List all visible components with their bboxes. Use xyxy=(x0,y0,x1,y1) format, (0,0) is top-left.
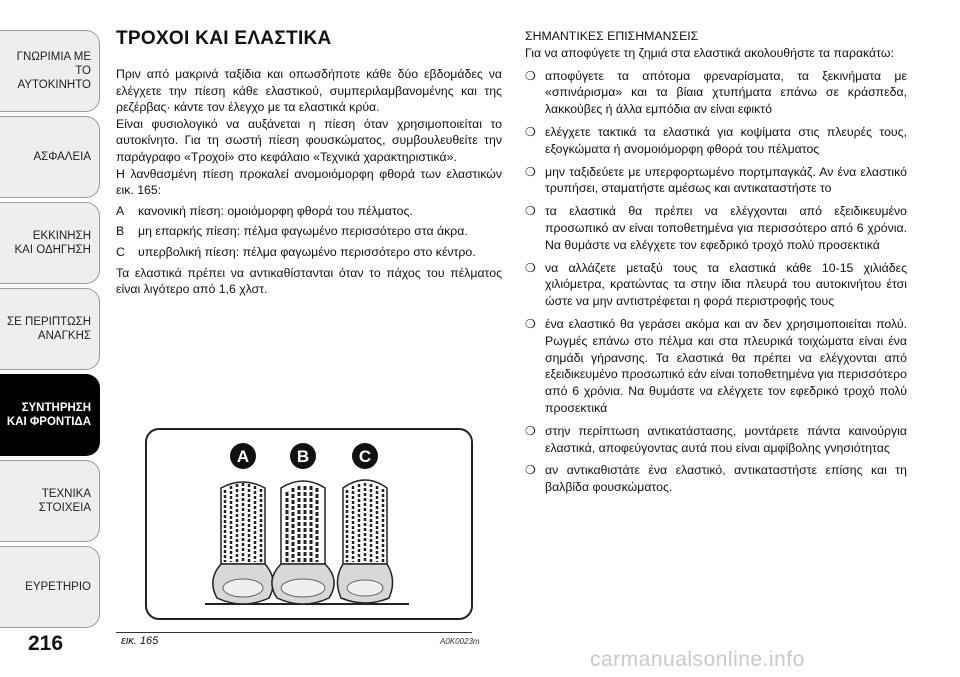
tire-wear-illustration xyxy=(147,430,471,618)
list-item-text: τα ελαστικά θα πρέπει να ελέγχονται από εξειδικευμένο προσωπικό αν είναι τοποθετημένα για περισσότερο από 6 χρόνια. Να θυμάστε να ελέγχετε τον εφεδρικό τροχό πολύ προσεκτικά xyxy=(545,204,907,252)
tab-index[interactable]: ΕΥΡΕΤΗΡΙΟ xyxy=(0,546,100,628)
bullet-circle-icon: ❍ xyxy=(525,463,536,478)
list-item xyxy=(525,423,907,457)
tire-c-icon xyxy=(337,480,392,603)
list-item xyxy=(525,124,907,158)
watermark: carmanualsonline.info xyxy=(590,648,805,671)
condition-item xyxy=(116,244,502,261)
figure-code: A0K0023m xyxy=(440,637,480,646)
tab-starting-driving[interactable]: ΕΚΚΙΝΗΣΗ ΚΑΙ ΟΔΗΓΗΣΗ xyxy=(0,202,100,284)
condition-item xyxy=(116,223,502,240)
condition-text: κανονική πίεση: ομοιόμορφη φθορά του πέλματος. xyxy=(138,203,413,218)
paragraph: Η λανθασμένη πίεση προκαλεί ανομοιόμορφη φθορά των ελαστικών εικ. 165: xyxy=(116,166,502,198)
condition-letter: A xyxy=(116,203,125,218)
paragraph: Τα ελαστικά πρέπει να αντικαθίστανται όταν το πάχος του πέλματος είναι λιγότερο από 1,6 χλστ. xyxy=(116,265,502,297)
tab-technical-data[interactable]: ΤΕΧΝΙΚΑ ΣΤΟΙΧΕΙΑ xyxy=(0,460,100,542)
tab-getting-to-know[interactable]: ΓΝΩΡΙΜΙΑ ΜΕ ΤΟ ΑΥΤΟΚΙΝΗΤΟ xyxy=(0,30,100,112)
right-column xyxy=(525,28,907,502)
tab-emergency[interactable]: ΣΕ ΠΕΡΙΠΤΩΣΗ ΑΝΑΓΚΗΣ xyxy=(0,288,100,370)
caption-divider xyxy=(116,632,472,633)
list-item xyxy=(525,164,907,198)
condition-text: υπερβολική πίεση: πέλμα φαγωμένο περισσότερο στο κέντρο. xyxy=(138,244,476,259)
list-item xyxy=(525,203,907,253)
list-item-text: στην περίπτωση αντικατάστασης, μοντάρετε πάντα καινούργια ελαστικά, αποφεύγοντας αυτά που είναι αμφίβολης γνησιότητας xyxy=(545,423,907,455)
bullet-circle-icon: ❍ xyxy=(525,164,536,179)
tab-safety[interactable]: ΑΣΦΑΛΕΙΑ xyxy=(0,116,100,198)
tire-wear-figure xyxy=(145,428,473,620)
list-item-text: ελέγχετε τακτικά τα ελαστικά για κοψίματα στις πλευρές τους, εξογκώματα ή ανομοιόμορφη φθορά του πέλματος xyxy=(545,124,907,156)
condition-letter: B xyxy=(116,224,125,239)
condition-item xyxy=(116,203,502,220)
label-c: C xyxy=(358,447,372,466)
list-item xyxy=(525,68,907,118)
bullet-circle-icon: ❍ xyxy=(525,68,536,83)
intro-text: Για να αποφύγετε τη ζημιά στα ελαστικά ακολουθήστε τα παρακάτω: xyxy=(525,45,894,60)
page-title: ΤΡΟΧΟΙ ΚΑΙ ΕΛΑΣΤΙΚΑ xyxy=(116,28,332,49)
condition-letter: C xyxy=(116,244,125,259)
bullet-circle-icon: ❍ xyxy=(525,260,536,275)
paragraph: Πριν από μακρινά ταξίδια και οπωσδήποτε κάθε δύο εβδομάδες να ελέγχετε την πίεση κάθε ελαστικού, συμπεριλαμβανομένης και της ρεζέρβας· κάντε τον έλεγχο με τα ελαστικά κρύα. xyxy=(116,67,502,115)
list-item-text: αν αντικαθιστάτε ένα ελαστικό, αντικαταστήστε επίσης και τη βαλβίδα φουσκώματος. xyxy=(545,463,907,495)
paragraph: Είναι φυσιολογικό να αυξάνεται η πίεση όταν χρησιμοποιείται το αυτοκίνητο. Για τη σωστή πίεση φουσκώματος, συμβουλευθείτε την παράγραφο «Τροχοί» στο κεφάλαιο «Τεχνικά χαρακτηριστικά». xyxy=(116,116,502,164)
list-item xyxy=(525,462,907,496)
tire-a-icon xyxy=(213,482,273,604)
bullet-circle-icon: ❍ xyxy=(525,204,536,219)
left-column xyxy=(116,66,502,298)
bullet-circle-icon: ❍ xyxy=(525,423,536,438)
list-item-text: αποφύγετε τα απότομα φρεναρίσματα, τα ξεκινήματα με «σπινάρισμα» και τα βίαια χτυπήματα επάνω σε κράσπεδα, λακκούβες ή άλλα εμπόδια αν είναι εφικτό xyxy=(545,68,907,117)
label-a: A xyxy=(236,447,250,466)
section-heading: ΣΗΜΑΝΤΙΚΕΣ ΕΠΙΣΗΜΑΝΣΕΙΣ xyxy=(525,29,699,43)
list-item xyxy=(525,316,907,417)
list-item-text: ένα ελαστικό θα γεράσει ακόμα και αν δεν χρησιμοποιείται πολύ. Ρωγμές επάνω στο πέλμα και στα πλευρικά τοιχώματα είναι ένα σημάδι γήρανσης. Τα ελαστικά θα πρέπει να ελέγχονται από εξειδικευμένο προσωπικό εάν είναι τοποθετημένα για περισσότερο από 6 χρόνια. Να θυμάστε να ελέγχετε τον εφεδρικό τροχό πολύ προσεκτικά xyxy=(545,316,907,415)
page-number: 216 xyxy=(28,632,64,655)
tab-maintenance[interactable]: ΣΥΝΤΗΡΗΣΗ ΚΑΙ ΦΡΟΝΤΙΔΑ xyxy=(0,374,100,456)
list-item xyxy=(525,260,907,310)
figure-caption: εικ. 165 xyxy=(121,635,159,647)
bullet-circle-icon: ❍ xyxy=(525,316,536,331)
bullet-circle-icon: ❍ xyxy=(525,124,536,139)
list-item-text: μην ταξιδεύετε με υπερφορτωμένο πορτμπαγκάζ. Αν ένα ελαστικό τρυπήσει, σταματήστε αμέσως και αντικαταστήστε το xyxy=(545,164,907,196)
condition-text: μη επαρκής πίεση: πέλμα φαγωμένο περισσότερο στα άκρα. xyxy=(138,224,468,239)
tire-b-icon xyxy=(272,481,334,604)
label-b: B xyxy=(296,447,310,466)
list-item-text: να αλλάζετε μεταξύ τους τα ελαστικά κάθε 10-15 χιλιάδες χιλιόμετρα, κρατώντας τα στην ίδια πλευρά του αυτοκινήτου έτσι ώστε να μην αντιστρέφεται η φορά περιστροφής τους xyxy=(545,260,907,309)
